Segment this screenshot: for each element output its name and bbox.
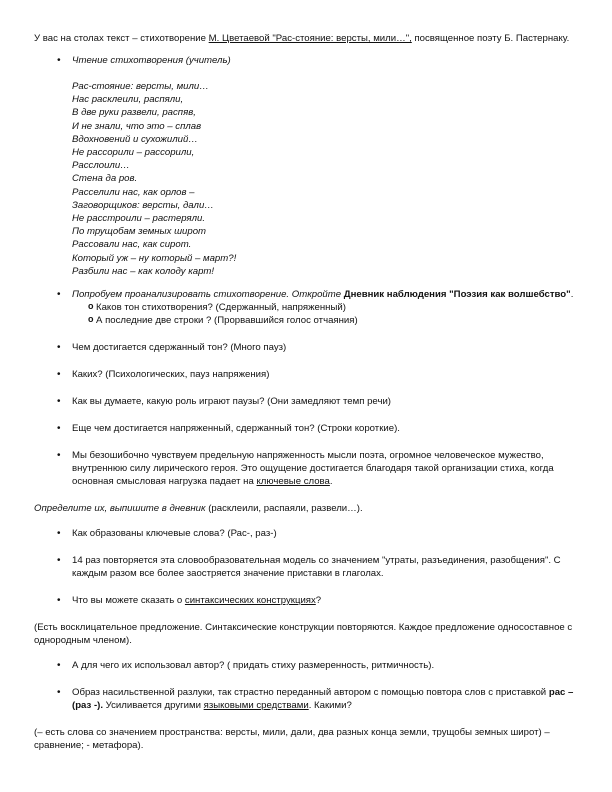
define-rest: (расклеили, распаяли, развели…). [205, 503, 363, 515]
q10-text: Образ насильственной разлуки, так страстно переданный автором с помощью повтора слов с приставкой [72, 687, 549, 699]
q5-text: Мы безошибочно чувствуем предельную напряженность мысли поэта, огромное человеческое мужество, внутреннюю силу лирического героя. Это ощущение достигается благодаря такой организации стиха, когда основная смысловая нагрузка падает на [72, 450, 554, 488]
analyze-end: . [570, 289, 574, 301]
reading-label: • Чтение стихотворения (учитель) [34, 54, 580, 67]
analyze-text: Попробуем проанализировать стихотворение. Откройте [72, 289, 344, 301]
question-item: • Еще чем достигается напряженный, сдержанный тон? (Строки короткие). [34, 422, 580, 435]
question-item: • Как образованы ключевые слова? (Рас-, раз-) [34, 527, 580, 540]
intro-link[interactable]: М. Цветаевой "Рас-стояние: версты, мили…", [208, 33, 412, 44]
answer-paragraph: (– есть слова со значением пространства: версты, мили, дали, два разных конца земли, трущобы земных широт) – сравнение; - метафора). [34, 727, 550, 752]
question-item: • 14 раз повторяется эта словообразовательная модель со значением "утраты, разъединения, разобщения". С каждым разом все более заостряется значение приставки в глаголах. [34, 554, 580, 580]
language-means-link[interactable]: языковыми средствами [203, 700, 309, 712]
poem-line: Рас-стояние: версты, мили… [72, 81, 209, 92]
subquestion-item: o А последние две строки ? (Прорвавшийся голос отчаяния) [34, 314, 580, 327]
poem-line: Нас расклеили, распяли, [72, 94, 184, 106]
q10-end: . Какими? [308, 700, 352, 712]
intro-text: У вас на столах текст – стихотворение [34, 33, 209, 44]
q5-end: . [329, 476, 333, 488]
analyze-item [34, 288, 580, 301]
define-paragraph [34, 502, 580, 515]
define-italic: Определите их, выпишите в дневник [34, 503, 206, 515]
poem-line: Заговорщиков: версты, дали… [72, 199, 214, 211]
poem-line: Стена да ров. [72, 173, 138, 185]
analyze-diary-title: Дневник наблюдения "Поэзия как волшебство" [343, 289, 571, 301]
answer-paragraph: (Есть восклицательное предложение. Синтаксические конструкции повторяются. Каждое предложение односоставное с однородным членом). [34, 622, 573, 647]
poem-line: Разбили нас – как колоду карт! [72, 265, 215, 277]
question-item: • А для чего их использовал автор? ( придать стиху размеренность, ритмичность). [34, 659, 580, 672]
subquestion-item: o Каков тон стихотворения? (Сдержанный, напряженный) [34, 301, 580, 314]
poem-line: Расселили нас, как орлов – [72, 186, 195, 198]
intro-paragraph [34, 32, 580, 45]
poem-line: В две руки развели, распяв, [72, 107, 196, 119]
question-item: • Каких? (Психологических, пауз напряжения) [34, 368, 580, 381]
poem-line: Вдохновений и сухожилий… [72, 133, 198, 145]
question-item: • Как вы думаете, какую роль играют паузы? (Они замедляют темп речи) [34, 395, 580, 408]
poem [34, 80, 580, 278]
document-page [34, 32, 580, 752]
poem-line: Расслоили… [72, 160, 130, 172]
poem-line: Не рассорили – рассорили, [72, 147, 195, 159]
intro-text-end: посвященное поэту Б. Пастернаку. [411, 33, 570, 44]
q8-end: ? [315, 595, 322, 607]
poem-line: И не знали, что это – сплав [72, 120, 202, 132]
question-item [34, 686, 580, 712]
poem-line: По трущобам земных широт [72, 226, 207, 238]
question-item [34, 594, 580, 607]
syntax-link[interactable]: синтаксических конструкциях [184, 595, 316, 607]
q8-text: Что вы можете сказать о [72, 595, 185, 607]
q10-prefix: рас – (раз -). [72, 687, 574, 712]
poem-line: Который уж – ну который – март?! [72, 252, 237, 264]
question-item [34, 449, 580, 488]
q10-text-2: Усиливается другими [103, 700, 204, 712]
poem-line: Не расстроили – растеряли. [72, 213, 206, 225]
keywords-link[interactable]: ключевые слова [256, 476, 330, 488]
question-item: • Чем достигается сдержанный тон? (Много пауз) [34, 341, 580, 354]
poem-line: Рассовали нас, как сирот. [72, 239, 192, 251]
